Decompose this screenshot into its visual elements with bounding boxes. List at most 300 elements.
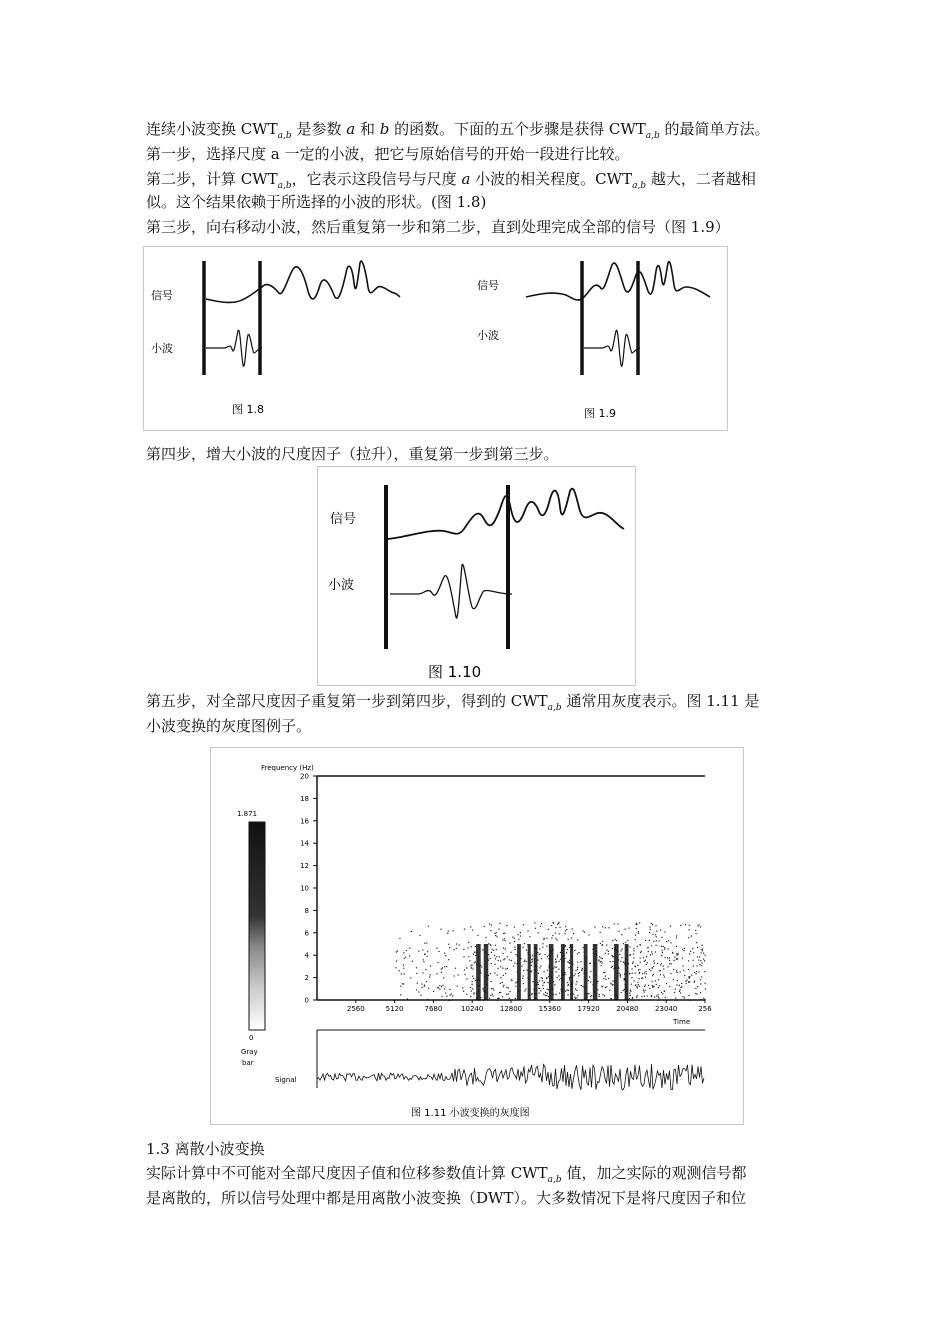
heatmap-dot [575,998,576,999]
heatmap-dot [507,968,508,969]
signal-trace [317,1064,704,1090]
heatmap-dot [649,940,650,941]
figure-1-11 [210,747,744,1125]
heatmap-dot [648,947,649,948]
heatmap-dot [490,930,491,931]
heatmap-dot [493,950,494,951]
heatmap-dot [630,991,631,992]
x-tick-label: 256 [698,1005,712,1013]
heatmap-dot [682,949,683,950]
heatmap-dot [425,969,426,970]
heatmap-dot [499,992,500,993]
heatmap-dot [474,951,475,952]
heatmap-dot [532,961,533,962]
heatmap-dot [691,935,692,936]
heatmap-dot [670,926,671,927]
heatmap-dot [641,978,642,979]
heatmap-dot [491,963,492,964]
heatmap-dot [502,968,503,969]
heatmap-dot [514,946,515,947]
heatmap-dot [471,946,472,947]
heatmap-dot [701,965,702,966]
heatmap-dot [633,948,634,949]
subscript: a,b [277,131,292,141]
heatmap-dot [409,948,410,949]
heatmap-dot [613,984,614,985]
heatmap-dot [635,935,636,936]
caption-fig-1-10: 图 1.10 [428,663,482,681]
heatmap-dot [529,936,530,937]
heatmap-dot [602,944,603,945]
heatmap-dot [695,988,696,989]
heatmap-dot [650,954,651,955]
y-tick-label: 4 [304,951,309,960]
heatmap-band [476,944,481,1000]
heatmap-dot [494,964,495,965]
heatmap-dot [684,948,685,949]
heatmap-dot [631,977,632,978]
step5-paragraph-line2: 小波变换的灰度图例子。 [146,717,312,735]
wavelet-curve [206,330,262,366]
heatmap-dot [473,954,474,955]
heatmap-dot [634,972,635,973]
heatmap-dot [559,993,560,994]
y-tick-label: 0 [304,996,309,1005]
heatmap-dot [633,953,634,954]
heatmap-dot [587,993,588,994]
heatmap-dot [603,978,604,979]
heatmap-dot [547,989,548,990]
heatmap-dot [602,962,603,963]
heatmap-dot [638,931,639,932]
heatmap-dot [523,924,524,925]
heatmap-dot [700,999,701,1000]
heatmap-dot [421,983,422,984]
heatmap-dot [704,971,705,972]
heatmap-dot [430,965,431,966]
heatmap-cells [395,922,706,1002]
heatmap-dot [660,970,661,971]
heatmap-dot [645,940,646,941]
figure-1-10-svg [318,467,635,685]
heatmap-dot [703,998,704,999]
heatmap-dot [540,926,541,927]
heatmap-band [549,944,554,1000]
heatmap-dot [468,947,469,948]
heatmap-dot [500,966,501,967]
heatmap-dot [504,933,505,934]
heatmap-dot [676,935,677,936]
text: 的函数。下面的五个步骤是获得 CWT [389,120,646,138]
heatmap-dot [558,923,559,924]
heatmap-dot [506,994,507,995]
text: 越大，二者越相 [646,170,756,188]
heatmap-dot [606,986,607,987]
heatmap-dot [641,951,642,952]
heatmap-dot [641,996,642,997]
heatmap-dot [495,935,496,936]
heatmap-dot [520,932,521,933]
heatmap-dot [612,955,613,956]
heatmap-dot [649,926,650,927]
heatmap-dot [679,989,680,990]
heatmap-dot [679,985,680,986]
heatmap-dot [658,998,659,999]
heatmap-dot [419,935,420,936]
heatmap-dot [409,956,410,957]
heatmap-dot [565,945,566,946]
heatmap-dot [581,985,582,986]
heatmap-dot [663,968,664,969]
heatmap-dot [524,961,525,962]
heatmap-dot [541,977,542,978]
heatmap-dot [521,966,522,967]
heatmap-dot [588,980,589,981]
heatmap-dot [423,959,424,960]
heatmap-dot [508,987,509,988]
heatmap-dot [396,960,397,961]
heatmap-dot [449,989,450,990]
heatmap-dot [546,995,547,996]
heatmap-dot [633,957,634,958]
heatmap-dot [449,947,450,948]
heatmap-dot [664,990,665,991]
heatmap-dot [639,944,640,945]
heatmap-dot [652,986,653,987]
heatmap-dot [612,948,613,949]
heatmap-dot [675,988,676,989]
heatmap-dot [491,988,492,989]
heatmap-dot [610,961,611,962]
heatmap-dot [696,971,697,972]
heatmap-dot [509,998,510,999]
heatmap-dot [496,956,497,957]
heatmap-dot [483,1000,484,1001]
heatmap-dot [676,999,677,1000]
wavelet-curve [390,564,512,618]
heatmap-dot [599,956,600,957]
heatmap-dot [651,945,652,946]
text: 小波的相关程度。CWT [470,170,633,188]
heatmap-dot [572,928,573,929]
heatmap-dot [497,936,498,937]
heatmap-dot [697,925,698,926]
heatmap-dot [444,966,445,967]
heatmap-dot [503,985,504,986]
heatmap-dot [441,986,442,987]
heatmap-dot [637,987,638,988]
heatmap-dot [546,945,547,946]
heatmap-dot [454,975,455,976]
heatmap-dot [597,989,598,990]
heatmap-dot [583,930,584,931]
heatmap-dot [453,949,454,950]
subscript: a,b [632,181,647,191]
heatmap-dot [527,930,528,931]
heatmap-dot [567,982,568,983]
heatmap-dot [605,953,606,954]
signal-curve [206,261,400,302]
heatmap-dot [504,938,505,939]
heatmap-dot [569,960,570,961]
subscript: a,b [547,1175,562,1185]
x-tick-label: 17920 [577,1005,600,1013]
heatmap-dot [541,958,542,959]
heatmap-dot [577,953,578,954]
heatmap-dot [652,924,653,925]
heatmap-dot [660,964,661,965]
heatmap-dot [689,925,690,926]
heatmap-dot [646,964,647,965]
heatmap-dot [661,992,662,993]
heatmap-dot [456,943,457,944]
heatmap-dot [500,983,501,984]
heatmap-dot [632,963,633,964]
heatmap-dot [629,992,630,993]
heatmap-dot [660,974,661,975]
heatmap-dot [608,927,609,928]
heatmap-dot [505,968,506,969]
heatmap-dot [691,975,692,976]
heatmap-dot [606,949,607,950]
heatmap-dot [590,996,591,997]
heatmap-dot [443,977,444,978]
heatmap-dot [427,951,428,952]
x-tick-label: 7680 [424,1005,443,1013]
heatmap-dot [692,960,693,961]
heatmap-dot [694,980,695,981]
heatmap-dot [449,994,450,995]
heatmap-dot [655,980,656,981]
heatmap-dot [581,1000,582,1001]
heatmap-dot [515,998,516,999]
step3-paragraph: 第三步，向右移动小波，然后重复第一步和第二步，直到处理完成全部的信号（图 1.9） [146,218,730,236]
heatmap-dot [503,947,504,948]
heatmap-dot [424,953,425,954]
heatmap-dot [544,982,545,983]
y-tick-label: 18 [300,794,309,803]
heatmap-dot [670,942,671,943]
heatmap-dot [459,944,460,945]
heatmap-dot [551,925,552,926]
heatmap-dot [506,987,507,988]
heatmap-dot [664,947,665,948]
heatmap-dot [638,984,639,985]
heatmap-dot [567,994,568,995]
heatmap-dot [690,951,691,952]
heatmap-dot [531,994,532,995]
heatmap-dot [695,930,696,931]
heatmap-dot [704,983,705,984]
heatmap-dot [676,970,677,971]
heatmap-dot [448,944,449,945]
heatmap-dot [696,942,697,943]
heatmap-dot [555,938,556,939]
heatmap-dot [698,971,699,972]
wavelet-label: 小波 [151,342,173,355]
heatmap-dot [401,973,402,974]
heatmap-dot [703,959,704,960]
y-axis-label: Frequency (Hz) [261,764,314,772]
heatmap-dot [653,966,654,967]
last-paragraph-line2: 是离散的，所以信号处理中都是用离散小波变换（DWT）。大多数情况下是将尺度因子和位 [146,1189,746,1207]
heatmap-band [517,944,521,1000]
heatmap-dot [652,985,653,986]
heatmap-dot [450,1000,451,1001]
subscript: a,b [277,181,292,191]
heatmap-dot [542,980,543,981]
heatmap-dot [651,923,652,924]
heatmap-dot [402,983,403,984]
heatmap-dot [559,927,560,928]
heatmap-dot [557,955,558,956]
heatmap-dot [605,927,606,928]
heatmap-dot [603,972,604,973]
heatmap-dot [552,935,553,936]
heatmap-dot [575,970,576,971]
heatmap-dot [426,981,427,982]
x-tick-label: 2560 [346,1005,365,1013]
heatmap-dot [682,957,683,958]
heatmap-dot [511,960,512,961]
heatmap-dot [564,933,565,934]
heatmap-dot [645,984,646,985]
heatmap-dot [604,995,605,996]
heatmap-dot [505,948,506,949]
heatmap-dot [700,979,701,980]
text: 连续小波变换 CWT [146,120,278,138]
heatmap-dot [676,946,677,947]
heatmap-dot [546,977,547,978]
heatmap-dot [677,980,678,981]
heatmap-dot [577,939,578,940]
heatmap-dot [568,939,569,940]
heatmap-dot [448,1000,449,1001]
heatmap-dot [447,933,448,934]
heatmap-dot [701,963,702,964]
y-ticks [300,773,317,1005]
heatmap-dot [577,969,578,970]
heatmap-dot [662,993,663,994]
heatmap-dot [646,956,647,957]
heatmap-dot [701,952,702,953]
heatmap-dot [625,929,626,930]
heatmap-dot [544,938,545,939]
heatmap-dot [606,945,607,946]
heatmap-dot [684,975,685,976]
heatmap-dot [582,968,583,969]
heatmap-dot [699,964,700,965]
heatmap-dot [404,958,405,959]
heatmap-dot [668,940,669,941]
heatmap-dot [656,936,657,937]
heatmap-dot [455,968,456,969]
heatmap-dot [575,973,576,974]
heatmap-dot [464,929,465,930]
heatmap-dot [573,993,574,994]
heatmap-dot [543,971,544,972]
heatmap-band [534,944,538,1000]
signal-label: 信号 [151,289,173,302]
heatmap-dot [611,967,612,968]
figure-1-8 [151,261,400,416]
heatmap-dot [565,991,566,992]
heatmap-dot [466,967,467,968]
heatmap-dot [612,956,613,957]
heatmap-dot [396,951,397,952]
heatmap-dot [470,996,471,997]
heatmap-dot [534,922,535,923]
heatmap-dot [399,970,400,971]
heatmap-dot [526,961,527,962]
heatmap-dot [538,973,539,974]
heatmap-dot [546,978,547,979]
heatmap-dot [436,973,437,974]
heatmap-dot [680,992,681,993]
heatmap-dot [512,936,513,937]
heatmap-dot [613,981,614,982]
heatmap-dot [571,937,572,938]
heatmap-dot [400,986,401,987]
heatmap-dot [503,986,504,987]
heatmap-dot [702,945,703,946]
heatmap-dot [532,993,533,994]
heatmap-dot [492,948,493,949]
heatmap-dot [608,951,609,952]
heatmap-dot [567,961,568,962]
heatmap-dot [688,995,689,996]
heatmap-dot [538,984,539,985]
heatmap-dot [463,949,464,950]
heatmap-dot [503,975,504,976]
heatmap-dot [657,1000,658,1001]
heatmap-dot [524,943,525,944]
text: 值，加之实际的观测信号都 [561,1164,747,1182]
heatmap-dot [666,983,667,984]
heatmap-dot [620,975,621,976]
heatmap-dot [482,988,483,989]
heatmap-dot [650,970,651,971]
heatmap-dot [618,973,619,974]
heatmap-dot [654,986,655,987]
heatmap-dot [475,946,476,947]
heatmap-dot [514,927,515,928]
heatmap-dot [499,923,500,924]
heatmap-dot [556,967,557,968]
heatmap-dot [661,937,662,938]
figure-1-8-1-9-svg [144,247,727,430]
signal-curve [526,262,710,300]
heatmap-dot [466,978,467,979]
heatmap-dot [556,961,557,962]
heatmap-dot [466,994,467,995]
heatmap-dot [649,969,650,970]
heatmap-dot [689,981,690,982]
heatmap-dot [697,947,698,948]
heatmap-dot [538,932,539,933]
heatmap-dot [605,979,606,980]
heatmap-dot [422,972,423,973]
heatmap-dot [488,954,489,955]
heatmap-dot [547,970,548,971]
heatmap-dot [430,974,431,975]
y-tick-label: 10 [300,884,309,893]
heatmap-dot [495,958,496,959]
heatmap-dot [489,998,490,999]
heatmap-dot [457,985,458,986]
heatmap-dot [472,981,473,982]
heatmap-dot [608,978,609,979]
